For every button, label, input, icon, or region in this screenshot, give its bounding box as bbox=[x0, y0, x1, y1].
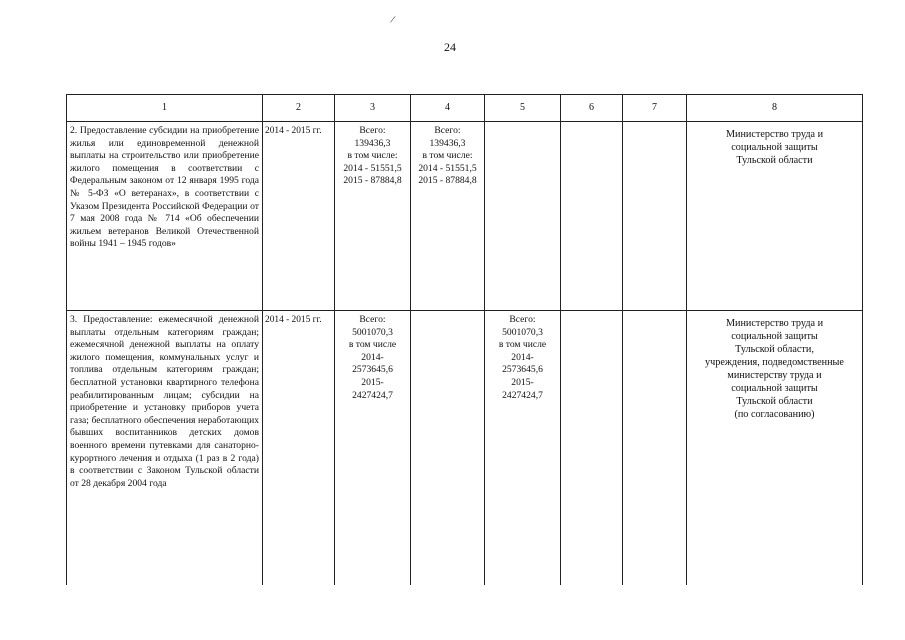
corner-mark: / bbox=[389, 13, 397, 27]
funding-line: 2427424,7 bbox=[502, 389, 543, 401]
funding-line: 2014- bbox=[511, 351, 534, 363]
responsible-executor bbox=[687, 122, 863, 311]
column-header: 2 bbox=[263, 95, 335, 122]
funding-regional bbox=[485, 311, 561, 586]
funding-line: в том числе: bbox=[347, 150, 398, 162]
funding-line: 2015 - 87884,8 bbox=[343, 175, 402, 187]
measure-description: 2. Предоставление субсидии на приобретение жилья или единовременной денежной выплаты на строительство или приобретение жилого помещения в соответствии с Федеральным законом от 12 января 1995 года № 5-ФЗ «О ветеранах», в соответствии с Указом Президента Российской Федерации от 7 мая 2008 года № 714 «Об обеспечении жильем ветеранов Великой Отечественной войны 1941 – 1945 годов» bbox=[67, 122, 263, 311]
funding-line: в том числе bbox=[498, 339, 547, 351]
funding-line: 5001070,3 bbox=[352, 326, 393, 338]
responsible-executor bbox=[687, 311, 863, 586]
funding-other bbox=[623, 122, 687, 311]
funding-line: 2427424,7 bbox=[352, 389, 393, 401]
column-header: 1 bbox=[67, 95, 263, 122]
funding-line: Всего: bbox=[359, 314, 386, 325]
column-header: 5 bbox=[485, 95, 561, 122]
funding-other bbox=[623, 311, 687, 586]
executor-line: Тульской области bbox=[736, 155, 813, 166]
program-table bbox=[66, 94, 863, 585]
executor-line: социальной защиты bbox=[731, 383, 818, 394]
header-row bbox=[67, 95, 863, 122]
executor-line: социальной защиты bbox=[731, 142, 818, 153]
executor-line: Министерство труда и bbox=[725, 318, 824, 329]
executor-line: Министерство труда и bbox=[725, 129, 824, 140]
implementation-period: 2014 - 2015 гг. bbox=[263, 122, 335, 311]
funding-line: 2015 - 87884,8 bbox=[418, 175, 477, 187]
column-header: 4 bbox=[411, 95, 485, 122]
funding-line: 5001070,3 bbox=[502, 326, 543, 338]
funding-federal bbox=[411, 122, 485, 311]
funding-line: 2015- bbox=[511, 376, 534, 388]
page-number: 24 bbox=[444, 40, 456, 54]
executor-line: (по согласованию) bbox=[734, 409, 815, 420]
column-header: 8 bbox=[687, 95, 863, 122]
funding-local bbox=[561, 311, 623, 586]
funding-line: 139436,3 bbox=[429, 137, 466, 149]
column-header: 3 bbox=[335, 95, 411, 122]
funding-line: 2014 - 51551,5 bbox=[418, 162, 477, 174]
funding-total bbox=[335, 122, 411, 311]
funding-line: 139436,3 bbox=[354, 137, 391, 149]
funding-line: 2014- bbox=[361, 351, 384, 363]
funding-line: 2015- bbox=[361, 376, 384, 388]
table-row bbox=[67, 311, 863, 586]
funding-line: 2014 - 51551,5 bbox=[343, 162, 402, 174]
executor-line: Тульской области, bbox=[735, 344, 814, 355]
executor-line: Тульской области bbox=[736, 396, 813, 407]
funding-line: в том числе bbox=[348, 339, 397, 351]
column-header: 6 bbox=[561, 95, 623, 122]
funding-line: 2573645,6 bbox=[352, 364, 393, 376]
table-row bbox=[67, 122, 863, 311]
funding-line: в том числе: bbox=[422, 150, 473, 162]
funding-line: Всего: bbox=[434, 125, 461, 136]
funding-line: 2573645,6 bbox=[502, 364, 543, 376]
funding-local bbox=[561, 122, 623, 311]
measure-description: 3. Предоставление: ежемесячной денежной выплаты отдельным категориям граждан; ежемесячной денежной выплаты на оплату жилого помещения, коммунальных услуг и топлива отдельным категориям граждан; бесплатной установки квартирного телефона реабилитированным лицам; субсидии на приобретение и установку приборов учета газа; бесплатного обеспечения неработающих бывших воспитанников детских домов военного времени путевками для санаторно-курортного лечения и отдыха (1 раз в 2 года) в соответствии с Законом Тульской области от 28 декабря 2004 года bbox=[67, 311, 263, 586]
funding-line: Всего: bbox=[509, 314, 536, 325]
funding-total bbox=[335, 311, 411, 586]
column-header: 7 bbox=[623, 95, 687, 122]
executor-line: министерству труда и bbox=[727, 370, 822, 381]
funding-federal bbox=[411, 311, 485, 586]
funding-line: Всего: bbox=[359, 125, 386, 136]
executor-line: учреждения, подведомственные bbox=[705, 357, 844, 368]
implementation-period: 2014 - 2015 гг. bbox=[263, 311, 335, 586]
funding-regional bbox=[485, 122, 561, 311]
executor-line: социальной защиты bbox=[731, 331, 818, 342]
